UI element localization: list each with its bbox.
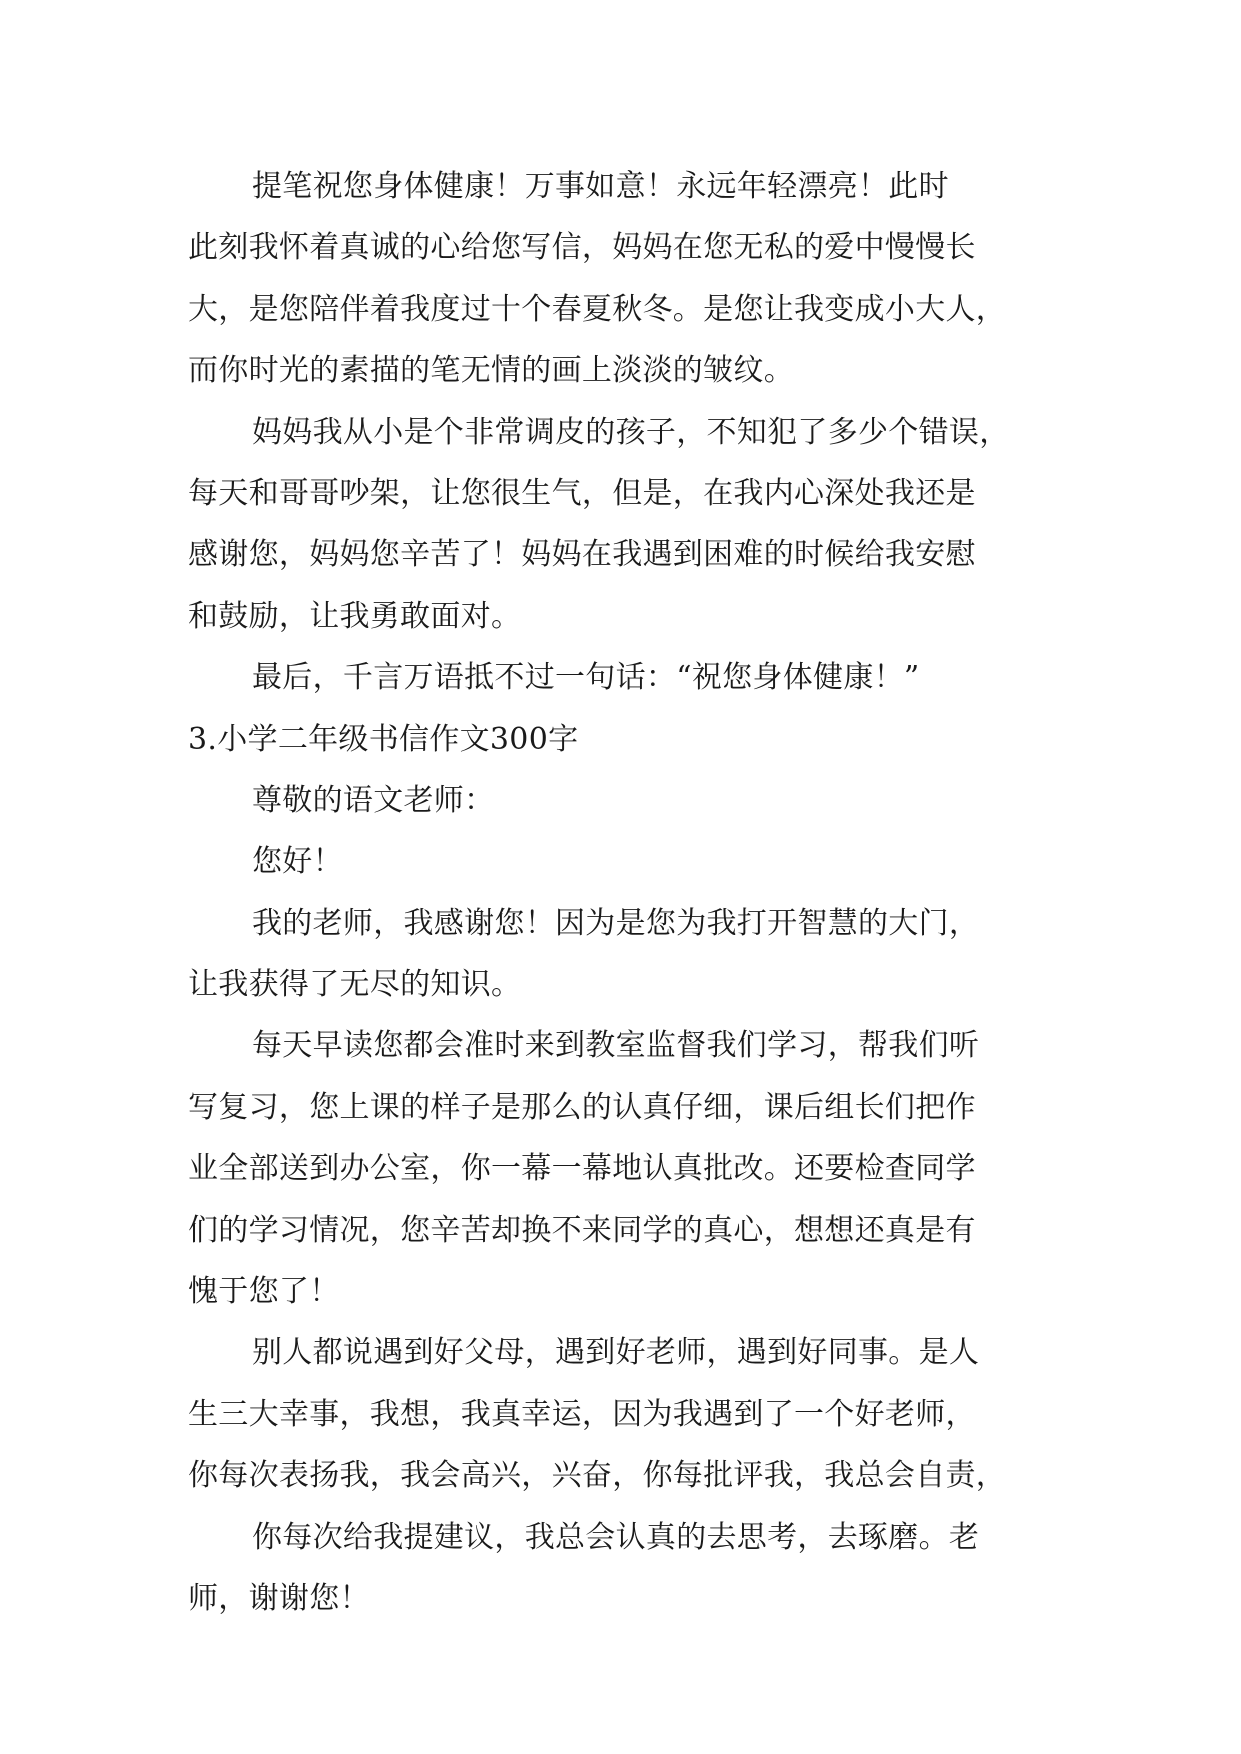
text-line: 你每次给我提建议，我总会认真的去思考，去琢磨。老: [252, 1519, 980, 1555]
text-line: 我的老师，我感谢您！因为是您为我打开智慧的大门，: [252, 905, 980, 941]
greeting: 您好！: [252, 844, 343, 880]
text-line: 生三大幸事，我想，我真幸运，因为我遇到了一个好老师，: [188, 1396, 976, 1432]
text-line: 此刻我怀着真诚的心给您写信，妈妈在您无私的爱中慢慢长: [188, 230, 976, 266]
text-line: 每天和哥哥吵架，让您很生气，但是，在我内心深处我还是: [188, 475, 976, 511]
section-heading: 3.小学二年级书信作文300字: [188, 721, 579, 757]
text-line: 而你时光的素描的笔无情的画上淡淡的皱纹。: [188, 353, 794, 389]
text-line: 大，是您陪伴着我度过十个春夏秋冬。是您让我变成小大人，: [188, 291, 1007, 327]
text-line: 业全部送到办公室，你一幕一幕地认真批改。还要检查同学: [188, 1151, 976, 1187]
letter-body: [188, 156, 1054, 1629]
text-line: 感谢您，妈妈您辛苦了！妈妈在我遇到困难的时候给我安慰: [188, 537, 976, 573]
text-line: 你每次表扬我，我会高兴，兴奋，你每批评我，我总会自责，: [188, 1458, 1007, 1494]
text-line: 最后，千言万语抵不过一句话：“祝您身体健康！”: [252, 660, 920, 696]
text-line: 愧于您了！: [188, 1274, 340, 1310]
text-line: 们的学习情况，您辛苦却换不来同学的真心，想想还真是有: [188, 1212, 976, 1248]
text-line: 妈妈我从小是个非常调皮的孩子，不知犯了多少个错误，: [252, 414, 1010, 450]
text-line: 提笔祝您身体健康！万事如意！永远年轻漂亮！此时: [252, 169, 949, 204]
text-line: 师，谢谢您！: [188, 1580, 370, 1616]
text-line: 和鼓励，让我勇敢面对。: [188, 598, 522, 634]
text-line: 别人都说遇到好父母，遇到好老师，遇到好同事。是人: [252, 1335, 980, 1371]
text-line: 让我获得了无尽的知识。: [188, 967, 522, 1003]
text-line: 每天早读您都会准时来到教室监督我们学习，帮我们听: [252, 1028, 980, 1064]
text-line: 写复习，您上课的样子是那么的认真仔细，课后组长们把作: [188, 1089, 976, 1125]
salutation: 尊敬的语文老师：: [252, 782, 495, 818]
